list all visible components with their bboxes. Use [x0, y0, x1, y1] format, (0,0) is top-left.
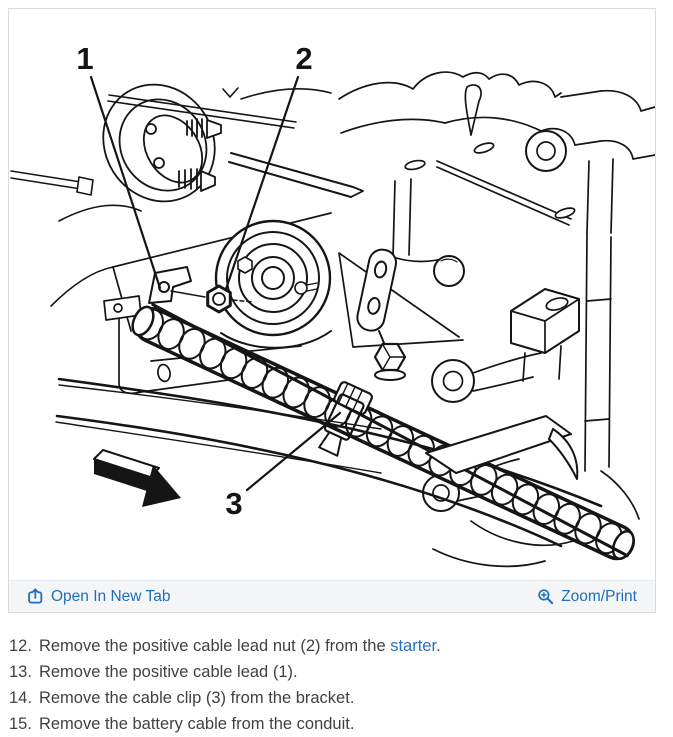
step-12 [9, 633, 664, 659]
starter-solenoid [81, 64, 363, 223]
diagram-panel [8, 8, 656, 613]
positive-cable-lead [149, 267, 205, 303]
step-13 [9, 659, 664, 685]
step-number: 12. [9, 637, 32, 655]
step-15 [9, 711, 664, 737]
callout-label-3: 3 [225, 486, 243, 521]
step-14 [9, 685, 664, 711]
zoom-print-icon [537, 588, 554, 605]
callout-label-2: 2 [295, 41, 313, 76]
open-in-new-tab-label: Open In New Tab [51, 587, 171, 605]
open-in-new-tab-icon [27, 588, 44, 605]
instruction-steps [9, 633, 664, 737]
step-text-before: Remove the positive cable lead nut (2) from the [38, 637, 391, 655]
starter-motor [216, 221, 331, 348]
zoom-print-label: Zoom/Print [561, 587, 637, 605]
step-number: 14. [9, 689, 32, 707]
step-number: 15. [9, 715, 32, 733]
step-text: Remove the battery cable from the conduit. [38, 715, 355, 733]
open-in-new-tab-link[interactable] [27, 588, 170, 606]
step-text: Remove the cable clip (3) from the bracket. [38, 689, 355, 707]
bracket-bolt [375, 344, 405, 380]
step-text-after: . [436, 637, 441, 655]
zoom-print-link[interactable] [537, 588, 637, 606]
figure-toolbar [9, 580, 655, 612]
step-text [39, 637, 441, 655]
step-text: Remove the positive cable lead (1). [38, 663, 298, 681]
starter-diagram [9, 9, 655, 580]
callout-1-leader [91, 77, 160, 288]
figure-area [9, 9, 655, 580]
step-number: 13. [9, 663, 32, 681]
callout-label-1: 1 [76, 41, 94, 76]
direction-arrow-icon [94, 450, 181, 507]
starter-link[interactable]: starter [390, 637, 437, 655]
